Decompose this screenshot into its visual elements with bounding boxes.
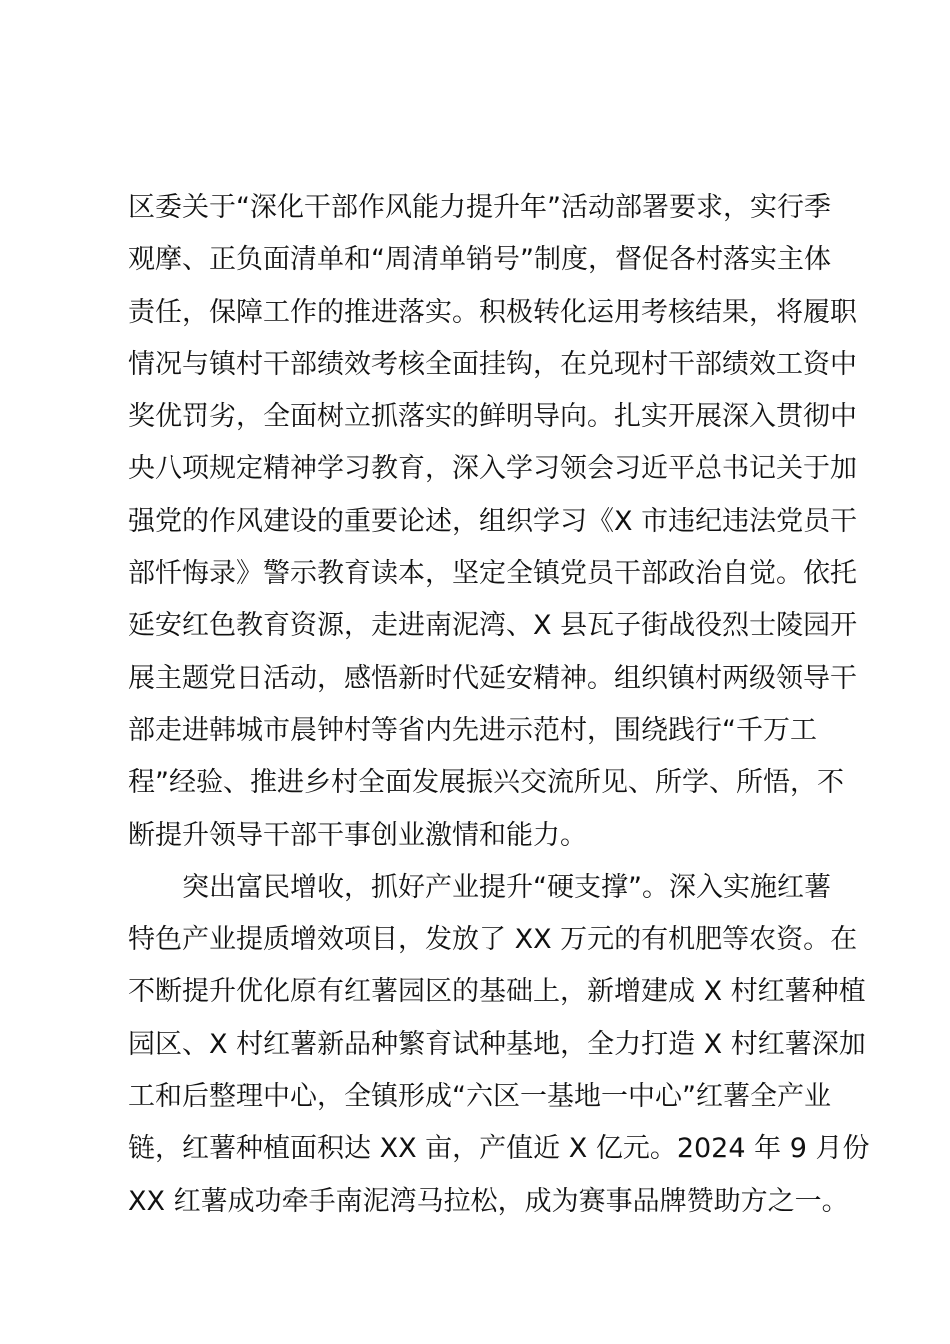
text-line: 观摩、正负面清单和“周清单销号”制度，督促各村落实主体: [128, 244, 831, 276]
text-line: 特色产业提质增效项目，发放了 XX 万元的有机肥等农资。在: [128, 924, 858, 956]
paragraph-1: [128, 182, 858, 862]
text-line: 强党的作风建设的重要论述，组织学习《X 市违纪违法党员干: [128, 505, 858, 537]
text-line: 展主题党日活动，感悟新时代延安精神。组织镇村两级领导干: [128, 662, 857, 694]
text-line: 程”经验、推进乡村全面发展振兴交流所见、所学、所悟，不: [128, 767, 844, 799]
text-line: 不断提升优化原有红薯园区的基础上，新增建成 X 村红薯种植: [128, 976, 866, 1008]
text-line: 部走进韩城市晨钟村等省内先进示范村，围绕践行“千万工: [128, 714, 817, 746]
text-line: 责任，保障工作的推进落实。积极转化运用考核结果，将履职: [128, 296, 857, 328]
text-line: 区委关于“深化干部作风能力提升年”活动部署要求，实行季: [128, 192, 831, 223]
text-line: XX 红薯成功牵手南泥湾马拉松，成为赛事品牌赞助方之一。: [128, 1185, 849, 1217]
text-line: 断提升领导干部干事创业激情和能力。: [128, 819, 587, 851]
text-line: 链，红薯种植面积达 XX 亩，产值近 X 亿元。2024 年 9 月份: [128, 1133, 870, 1165]
text-line: 奖优罚劣，全面树立抓落实的鲜明导向。扎实开展深入贯彻中: [128, 401, 857, 433]
text-line: 情况与镇村干部绩效考核全面挂钩，在兑现村干部绩效工资中: [128, 348, 857, 380]
text-line: 园区、X 村红薯新品种繁育试种基地，全力打造 X 村红薯深加: [128, 1028, 866, 1060]
text-line: 部忏悔录》警示教育读本，坚定全镇党员干部政治自觉。依托: [128, 558, 857, 590]
paragraph-2: [128, 862, 870, 1228]
text-line: 突出富民增收，抓好产业提升“硬支撑”。深入实施红薯: [128, 871, 831, 903]
document-body: [128, 182, 870, 1228]
text-line: 延安红色教育资源，走进南泥湾、X 县瓦子街战役烈士陵园开: [128, 610, 858, 642]
text-line: 央八项规定精神学习教育，深入学习领会习近平总书记关于加: [128, 453, 857, 485]
text-line: 工和后整理中心，全镇形成“六区一基地一中心”红薯全产业: [128, 1081, 831, 1113]
